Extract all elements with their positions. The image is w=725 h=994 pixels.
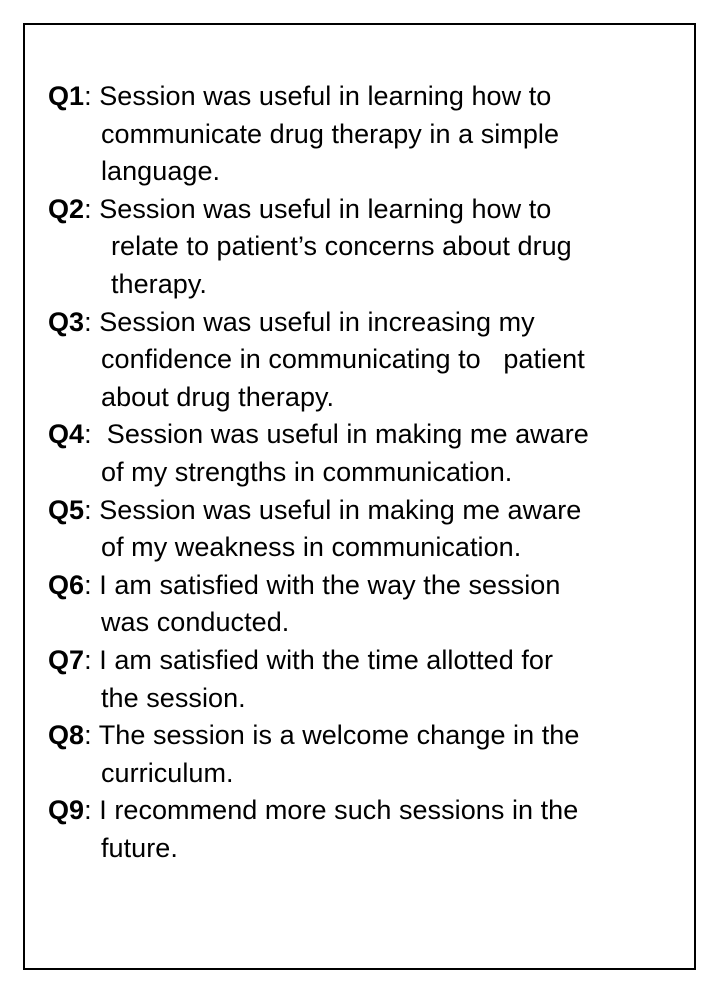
question-text-line: of my weakness in communication. [101, 532, 522, 563]
question-text-line: about drug therapy. [101, 381, 335, 412]
question-q2: Q2: Session was useful in learning how to relate to patient’s concerns about drug therapy. [48, 191, 684, 304]
question-text-line: of my strengths in communication. [101, 456, 513, 487]
question-text-line: curriculum. [101, 757, 234, 788]
question-text-line: I am satisfied with the time allotted for [99, 644, 553, 675]
question-q6: Q6: I am satisfied with the way the session was conducted. [48, 567, 684, 642]
question-label: Q6 [48, 569, 85, 600]
question-q9: Q9: I recommend more such sessions in the future. [48, 792, 684, 867]
question-text-line: The session is a welcome change in the [98, 720, 580, 751]
question-text-line: confidence in communicating to patient [101, 344, 585, 375]
question-q8: Q8: The session is a welcome change in the curriculum. [48, 717, 684, 792]
question-label: Q3 [48, 306, 85, 337]
question-q1: Q1: Session was useful in learning how to communicate drug therapy in a simple language. [48, 78, 684, 191]
question-label: Q9 [48, 795, 85, 826]
question-list [48, 78, 684, 867]
question-label: Q5 [48, 494, 85, 525]
question-label: Q8 [48, 720, 85, 751]
question-text-line: the session. [101, 682, 246, 713]
question-text-line: I recommend more such sessions in the [99, 795, 579, 826]
question-q5: Q5: Session was useful in making me aware of my weakness in communication. [48, 492, 684, 567]
question-text-line: therapy. [111, 268, 207, 299]
question-label: Q4 [48, 419, 85, 450]
question-q7: Q7: I am satisfied with the time allotted for the session. [48, 642, 684, 717]
question-text-line: Session was useful in making me aware [99, 494, 582, 525]
question-text-line: Session was useful in making me aware [99, 419, 589, 450]
question-label: Q1 [48, 81, 85, 111]
question-text-line: Session was useful in learning how to [99, 193, 552, 224]
question-text-line: was conducted. [101, 607, 290, 638]
question-text-line: relate to patient’s concerns about drug [111, 231, 572, 262]
question-text-line: future. [101, 832, 178, 863]
question-text-line: Session was useful in increasing my [99, 306, 535, 337]
question-label: Q2 [48, 193, 85, 224]
question-label: Q7 [48, 644, 85, 675]
question-text-line: I am satisfied with the way the session [99, 569, 561, 600]
question-q3: Q3: Session was useful in increasing my confidence in communicating to patient about drug therapy. [48, 304, 684, 417]
question-text-line: communicate drug therapy in a simple [101, 118, 560, 149]
question-text-line: Session was useful in learning how to [99, 81, 552, 111]
question-q4: Q4: Session was useful in making me aware of my strengths in communication. [48, 416, 684, 491]
question-text-line: language. [101, 156, 221, 187]
